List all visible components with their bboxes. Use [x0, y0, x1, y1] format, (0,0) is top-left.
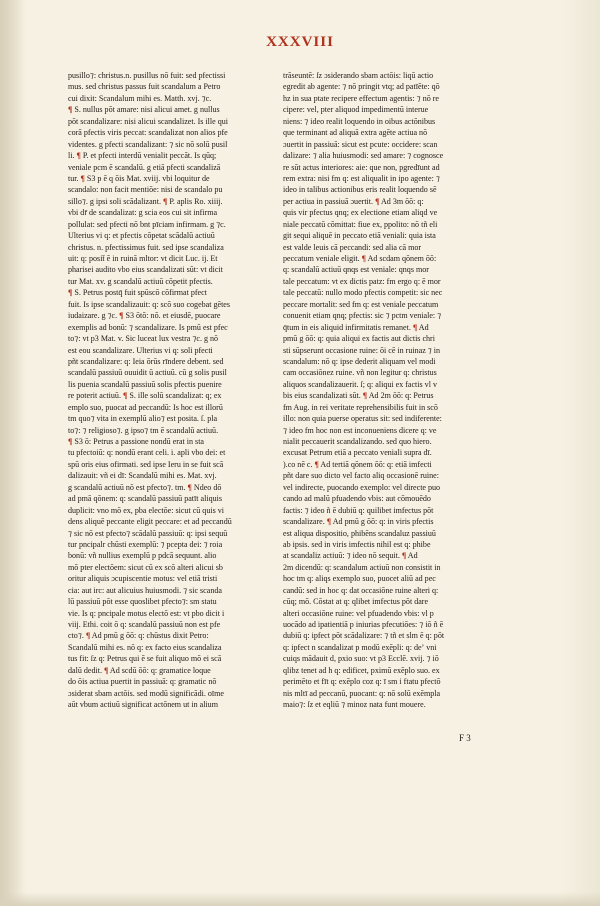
text-line: pōt scandalizare: nisi alicui scandalizet. Is ille qui	[68, 116, 228, 126]
text-line: bis eius scandalizati sūt. ¶ Ad 2m ōō: q: Petrus	[283, 391, 434, 401]
text-line: q: ipfect n scandalizat p modū exēpli: q: deʼ vni	[283, 642, 437, 652]
text-line: quis vir pfectus qnq; ex electione etiam aliqd ve	[283, 208, 438, 218]
text-line: to⁊: vt p3 Mat. v. Sic luceat lux vestra ⁊c. g nō	[68, 334, 219, 344]
text-line: oritur aliquis ɔcupiscentie motus: vel etiā tristi	[68, 574, 218, 584]
text-line: nis mltī ad peccanū, puocant: q: nō solū exēmpla	[283, 688, 441, 698]
rubric-pilcrow: ¶	[412, 322, 418, 332]
text-line: corā pfectis viris peccat: scandalizat non alios pfe	[68, 128, 228, 138]
text-line: tm quo⁊ vita in exemplū alio⁊ est posita. ſ. pla	[68, 414, 218, 424]
rubric-pilcrow: ¶	[401, 551, 407, 561]
text-line: exemplis ad bonū: ⁊ scandalizare. Is pmū est pfec	[68, 322, 228, 332]
rubric-pilcrow: ¶	[375, 196, 380, 206]
text-line: conuenit etiam qnq; pfectis: sic ⁊ pctm veniale: ⁊	[283, 311, 442, 321]
text-line: maio⁊: ſz et eqliū ⁊ minoz nata funt mouere.	[283, 700, 426, 710]
text-line: to⁊: ⁊ religioso⁊. g ipso⁊ tm ē scandalū actiuū.	[68, 425, 219, 435]
text-line: hz in sua ptate recipere effectum agentis: ⁊ nō re	[283, 93, 440, 103]
text-line: sillo⁊. g ipsi soli scādalizant. ¶ P. aplis Ro. xiiij.	[68, 196, 223, 206]
text-line: per actiua in passiuā ɔuertit. ¶ Ad 3m ōō: q:	[283, 196, 424, 206]
text-line: vbi dr̄ de scandalizat: g scia eos cui sit infirma	[68, 208, 218, 218]
text-line: ¶ S3 ō: Petrus a passione nondū erat in sta	[68, 437, 204, 446]
text-line: emplo suo, puocat ad peccandū: Is hoc est illorū	[68, 402, 223, 412]
text-line: qlibz tenet ad h q: edificet, pximū exēplo suo. ex	[283, 665, 440, 675]
text-line: scandalū passiuū ouuidit ū actiuū. cū g solis pusil	[68, 368, 227, 378]
text-line: que terminant ad aliquā extra agēte actiua nō	[283, 128, 428, 138]
text-line: trāseuntē: ſz ɔsiderando sbam actōis: liqū actio	[283, 71, 434, 80]
text-line: pñt dare suo dicto vel facto aliq occasionē ruine:	[283, 471, 439, 481]
left-text-column	[68, 70, 248, 730]
rubric-pilcrow: ¶	[119, 311, 124, 321]
text-line: veniale pcm ē scandalū. g etiā pfecti scandalizā	[68, 162, 221, 172]
rubric-pilcrow: ¶	[122, 391, 128, 401]
rubric-pilcrow: ¶	[314, 459, 319, 469]
rubric-pilcrow: ¶	[103, 665, 109, 675]
text-line: viij. Ethi. coit ō q: scandalū passiuū non est pfe	[68, 620, 221, 629]
text-line: git sequi aliquē in peccato etiā veniali: quia ista	[283, 231, 436, 241]
text-line: scandalum: nō q: ipse dederit aliquam vel modi	[283, 356, 436, 366]
text-line: ad pmā qōnem: q: scandalū passiuū patīt aliquis	[68, 494, 222, 504]
text-line: hoc tm q: aliqs exemplo suo, puocet aliū ad pec	[283, 574, 436, 584]
text-line: cia: aut irc: aut alicuius huiusmodi. ⁊ sic scanda	[68, 585, 222, 595]
text-line: tale peccatum: vt ex dictis patz: fm ergo q: ē mor	[283, 276, 441, 286]
text-line: re sūt actus interiores: aie: que non, pgredīunt ad	[283, 162, 440, 172]
text-line: dalizauit: vñ ei dī: Scandalū mihi es. Mat. xvj.	[68, 471, 217, 481]
rubric-pilcrow: ¶	[85, 631, 91, 641]
text-line: est valde leuis cā peccandi: sed alia cā mor	[283, 242, 422, 252]
text-line: tur. ¶ S3 p ē q ōis Mat. xviij. vbi loquitur de	[68, 173, 210, 183]
text-line: aūt vbum actiuū significat actōnem ut in alium	[68, 700, 218, 710]
text-line: sti sūpserunt occasione ruine: ōi cē in ruinaz ⁊ in	[283, 345, 441, 355]
text-line: peccare mortalit: sed fm q: est veniale peccatum	[283, 299, 439, 309]
text-line: videntes. g pfecti scandalizant: ⁊ sic nō solū pusil	[68, 139, 228, 149]
text-line: candū: sed in hoc q: dat occasiōne ruine alteri q:	[283, 585, 439, 595]
text-line: nialit peccauerit scandalizando. sed quo hiero.	[283, 437, 432, 446]
text-line: ɔsiderat sbam actōis. sed modū significādi. oīme	[68, 688, 224, 698]
text-line: peccatum veniale eligit. ¶ Ad scdam qōnem ōō:	[283, 254, 437, 263]
text-line: pharisei audito vbo eius scandalizati sūt: vt dicit	[68, 265, 223, 275]
text-line: pollulat: sed pfecti nō bnt pīciam infirmam. g ⁊c.	[68, 219, 226, 229]
text-line: tur pncipalr chūsti exemplū: ⁊ pcepta dei: ⁊ roia	[68, 539, 223, 549]
text-line: mus. sed christus passus fuit scandalum a Petro	[68, 82, 221, 92]
text-line: pmū g ōō: q: quia aliqui ex factis aut dictis chri	[283, 334, 435, 344]
text-line: g scandalū actiuū nō est pfecto⁊. tm. ¶ Ndeo dō	[68, 482, 222, 492]
text-line: duplicit: vno mō ex, pba electōe: sicut cū quis vi	[68, 505, 224, 515]
text-line: dalū dedit. ¶ Ad scdū ōō: q: gramatice loque	[68, 665, 211, 675]
text-line: ab ipsis. sed in viris imfectis nihil est q: phibe	[283, 539, 431, 549]
text-line: fm Aug. in rei veritate reprehensibilis fuit in scō	[283, 402, 438, 412]
text-line: cui dixit: Scandalum mihi es. Matth. xvj. ⁊c.	[68, 93, 212, 103]
rubric-pilcrow: ¶	[162, 196, 168, 206]
text-line: ⁊ sic nō est pfecto⁊ scādalū passiuū: q: ipsi sequū	[68, 528, 228, 538]
text-line: vie. Is q: pncipale motus electō est: vt pbo dicit i	[68, 608, 225, 618]
signature-mark: F 3	[459, 733, 471, 743]
text-line: lū passiuū pōt esse quoslibet pfecto⁊: sm statu	[68, 597, 217, 607]
text-line: scandalizare. ¶ Ad pmū g ōō: q: in viris pfectis	[283, 517, 434, 527]
rubric-pilcrow: ¶	[76, 151, 81, 161]
text-line: perimēto et fīt q: exēplo coz q: ī sm i ftatu pfectō	[283, 677, 441, 687]
rubric-pilcrow: ¶	[68, 437, 73, 446]
text-line: fuit. Is ipse scandalizauit: q: scō suo cogebat gētes	[68, 299, 231, 309]
text-line: vel indirecte, puocando exemplo: vel directe puo	[283, 482, 441, 492]
text-line: est aliqua dispositio, phibēns scandaluz passiuū	[283, 528, 436, 538]
text-line: cando ad malū pfuadendo vbis: aut cōmouēdo	[283, 494, 431, 504]
text-line: ¶ S. Petrus postq̄ fuit spūscō cōfirmat pfect	[68, 288, 207, 298]
text-line: Ulterius vi q: et pfectis cōpetat scādalū actiuū	[68, 231, 215, 241]
gutter-shadow	[0, 0, 24, 906]
text-line: 2m dicendū: q: scandalum actiuū non consistit in	[283, 562, 441, 572]
rubric-pilcrow: ¶	[326, 517, 332, 527]
right-text-column	[283, 70, 463, 730]
text-line: li. ¶ P. et pfecti interdū venialit peccāt. Is qūq;	[68, 151, 217, 161]
text-line: niens: ⁊ ideo realit loquendo in oibus actōnibus	[283, 116, 436, 126]
text-line: cam occasiōnez ruine. vñ non legitur q: christus	[283, 368, 437, 378]
text-line: cūq; mō. Cōstat at q: qlibet imfectus pōt dare	[283, 597, 429, 607]
text-line: tur Mat. xv. g scandalū actiuū cōpetit pfectis.	[68, 276, 213, 286]
text-line: q̄tum in eis aliquid infirmitatis remanet. ¶ Ad	[283, 322, 429, 332]
rubric-pilcrow: ¶	[68, 288, 73, 298]
text-line: alteri occasiōne ruine: vel pfuadendo vbis: vl p	[283, 608, 434, 618]
text-line: dens aliquē peccante eligit peccare: et ad peccandū	[68, 517, 232, 527]
text-line: re poterit actiuū. ¶ S. ille solū scandalizat: q; ex	[68, 391, 222, 401]
text-line: niale peccatū cōmittat: fiue ex, ppolito: nō tñ eli	[283, 219, 438, 229]
text-line: bonū: vñ nullius exemplū p pdcā sequunt. alio	[68, 551, 217, 561]
text-line: pñt scandalizare: q: Ieia ōrūs rīndere debent. sed	[68, 356, 224, 366]
page-bottom-edge	[0, 892, 600, 906]
text-line: lis puenia scandalū passiuū solis pfectis puenire	[68, 379, 222, 389]
rubric-pilcrow: ¶	[68, 105, 73, 115]
text-line: uocādo ad ipatientiā p iniurias pfecutiōes: ⁊ iō ñ ē	[283, 620, 444, 629]
text-line: christus. n. pfectissimus fuit. sed ipse scandaliza	[68, 242, 224, 252]
text-line: tus fit: ſz q: Petrus qui ē se fuit aliquo mō ei scā	[68, 654, 222, 664]
text-line: tu pfectoiū: q: nondū erant celi. i. apli vbo dei: et	[68, 448, 226, 458]
text-line: est eou scandalizare. Ulterius vi q: soli pfecti	[68, 345, 213, 355]
text-line: rem extra: nisi fm q: est aliqualit in ipo agente: ⁊	[283, 173, 440, 183]
text-line: tale peccatū: nullo modo pfectis competit: sic nec	[283, 288, 443, 298]
text-line: q: scandalū actiuū qnqs est veniale: qnqs mor	[283, 265, 429, 275]
rubric-pilcrow: ¶	[187, 482, 192, 492]
text-line: illo: non quia puerse operatus sit: sed indiferente:	[283, 414, 442, 424]
text-line: excusat Petrum etiā a peccato veniali supra dī.	[283, 448, 432, 458]
text-line: ideo in talibus actionibus eris realit loquendo sē	[283, 185, 437, 195]
text-line: dalizare: ⁊ alia huiusmodi: sed amare: ⁊ cognosce	[283, 151, 444, 161]
text-line: spū oris eius ofirmati. sed ipse Ieru in se fuit scā	[68, 459, 224, 469]
text-line: factis: ⁊ ideo ñ ē dubiū q: quilibet imfectus pōt	[283, 505, 434, 515]
text-line: do ōis actiua puertit in passiuā: q: gramatic nō	[68, 677, 217, 687]
text-line: uit: q: posit̄ ē in ruinā mltor: vt dicit Luc. ij. Et	[68, 254, 218, 263]
text-line: aliquos scandalizauerit. ſ; q: aliqui ex factis vl v	[283, 379, 437, 389]
text-line: cuiqs mādauit d, pxio suo: vt p3 Ecclē. xvij. ⁊ iō	[283, 654, 439, 664]
text-line: ɔuertit in passiuā: sicut est pcute: occidere: scan	[283, 139, 438, 149]
text-line: scandalo: non facit mentiōe: nisi de scandalo pu	[68, 185, 223, 195]
text-line: cipere: vel, pter aliquod impedimentū interue	[283, 105, 429, 115]
text-line: at scandaliz actiuū: ⁊ ideo nō sequit. ¶ Ad	[283, 551, 418, 561]
text-line: ¶ S. nullus pōt amare: nisi alicui amet. g nullus	[68, 105, 220, 115]
text-line: egredit ab agente: ⁊ nō pringit vtq; ad patīēte: qō	[283, 82, 440, 92]
folio-number: XXXVIII	[266, 34, 334, 50]
rubric-pilcrow: ¶	[362, 391, 368, 401]
rubric-pilcrow: ¶	[361, 254, 367, 263]
text-line: mō pter electōem: sicut cū ex scō alteri alicui sb	[68, 562, 223, 572]
text-line: iudaizare. g ⁊c. ¶ S3 ōtō: nō. et eiusdē, puocare	[68, 311, 221, 321]
text-line: dubiū q: ipfect pōt scādalizare: ⁊ tñ et slm ē q: pōt	[283, 631, 445, 641]
text-line: cto⁊. ¶ Ad pmū g ōō: q: chūstus dixit Petro:	[68, 631, 209, 641]
text-line: pusillo⁊: christus.n. pusillus nō fuit: sed pfectissi	[68, 71, 226, 80]
text-line: ).co nē c. ¶ Ad tertiā qōnem ōō: q: etiā imfecti	[283, 459, 432, 469]
rubric-pilcrow: ¶	[80, 173, 85, 183]
text-line: ⁊ ideo fm hoc non est inconueniens dicere q: ve	[283, 425, 437, 435]
text-line: Scandalū mihi es. nō q: ex facto eius scandaliza	[68, 642, 222, 652]
